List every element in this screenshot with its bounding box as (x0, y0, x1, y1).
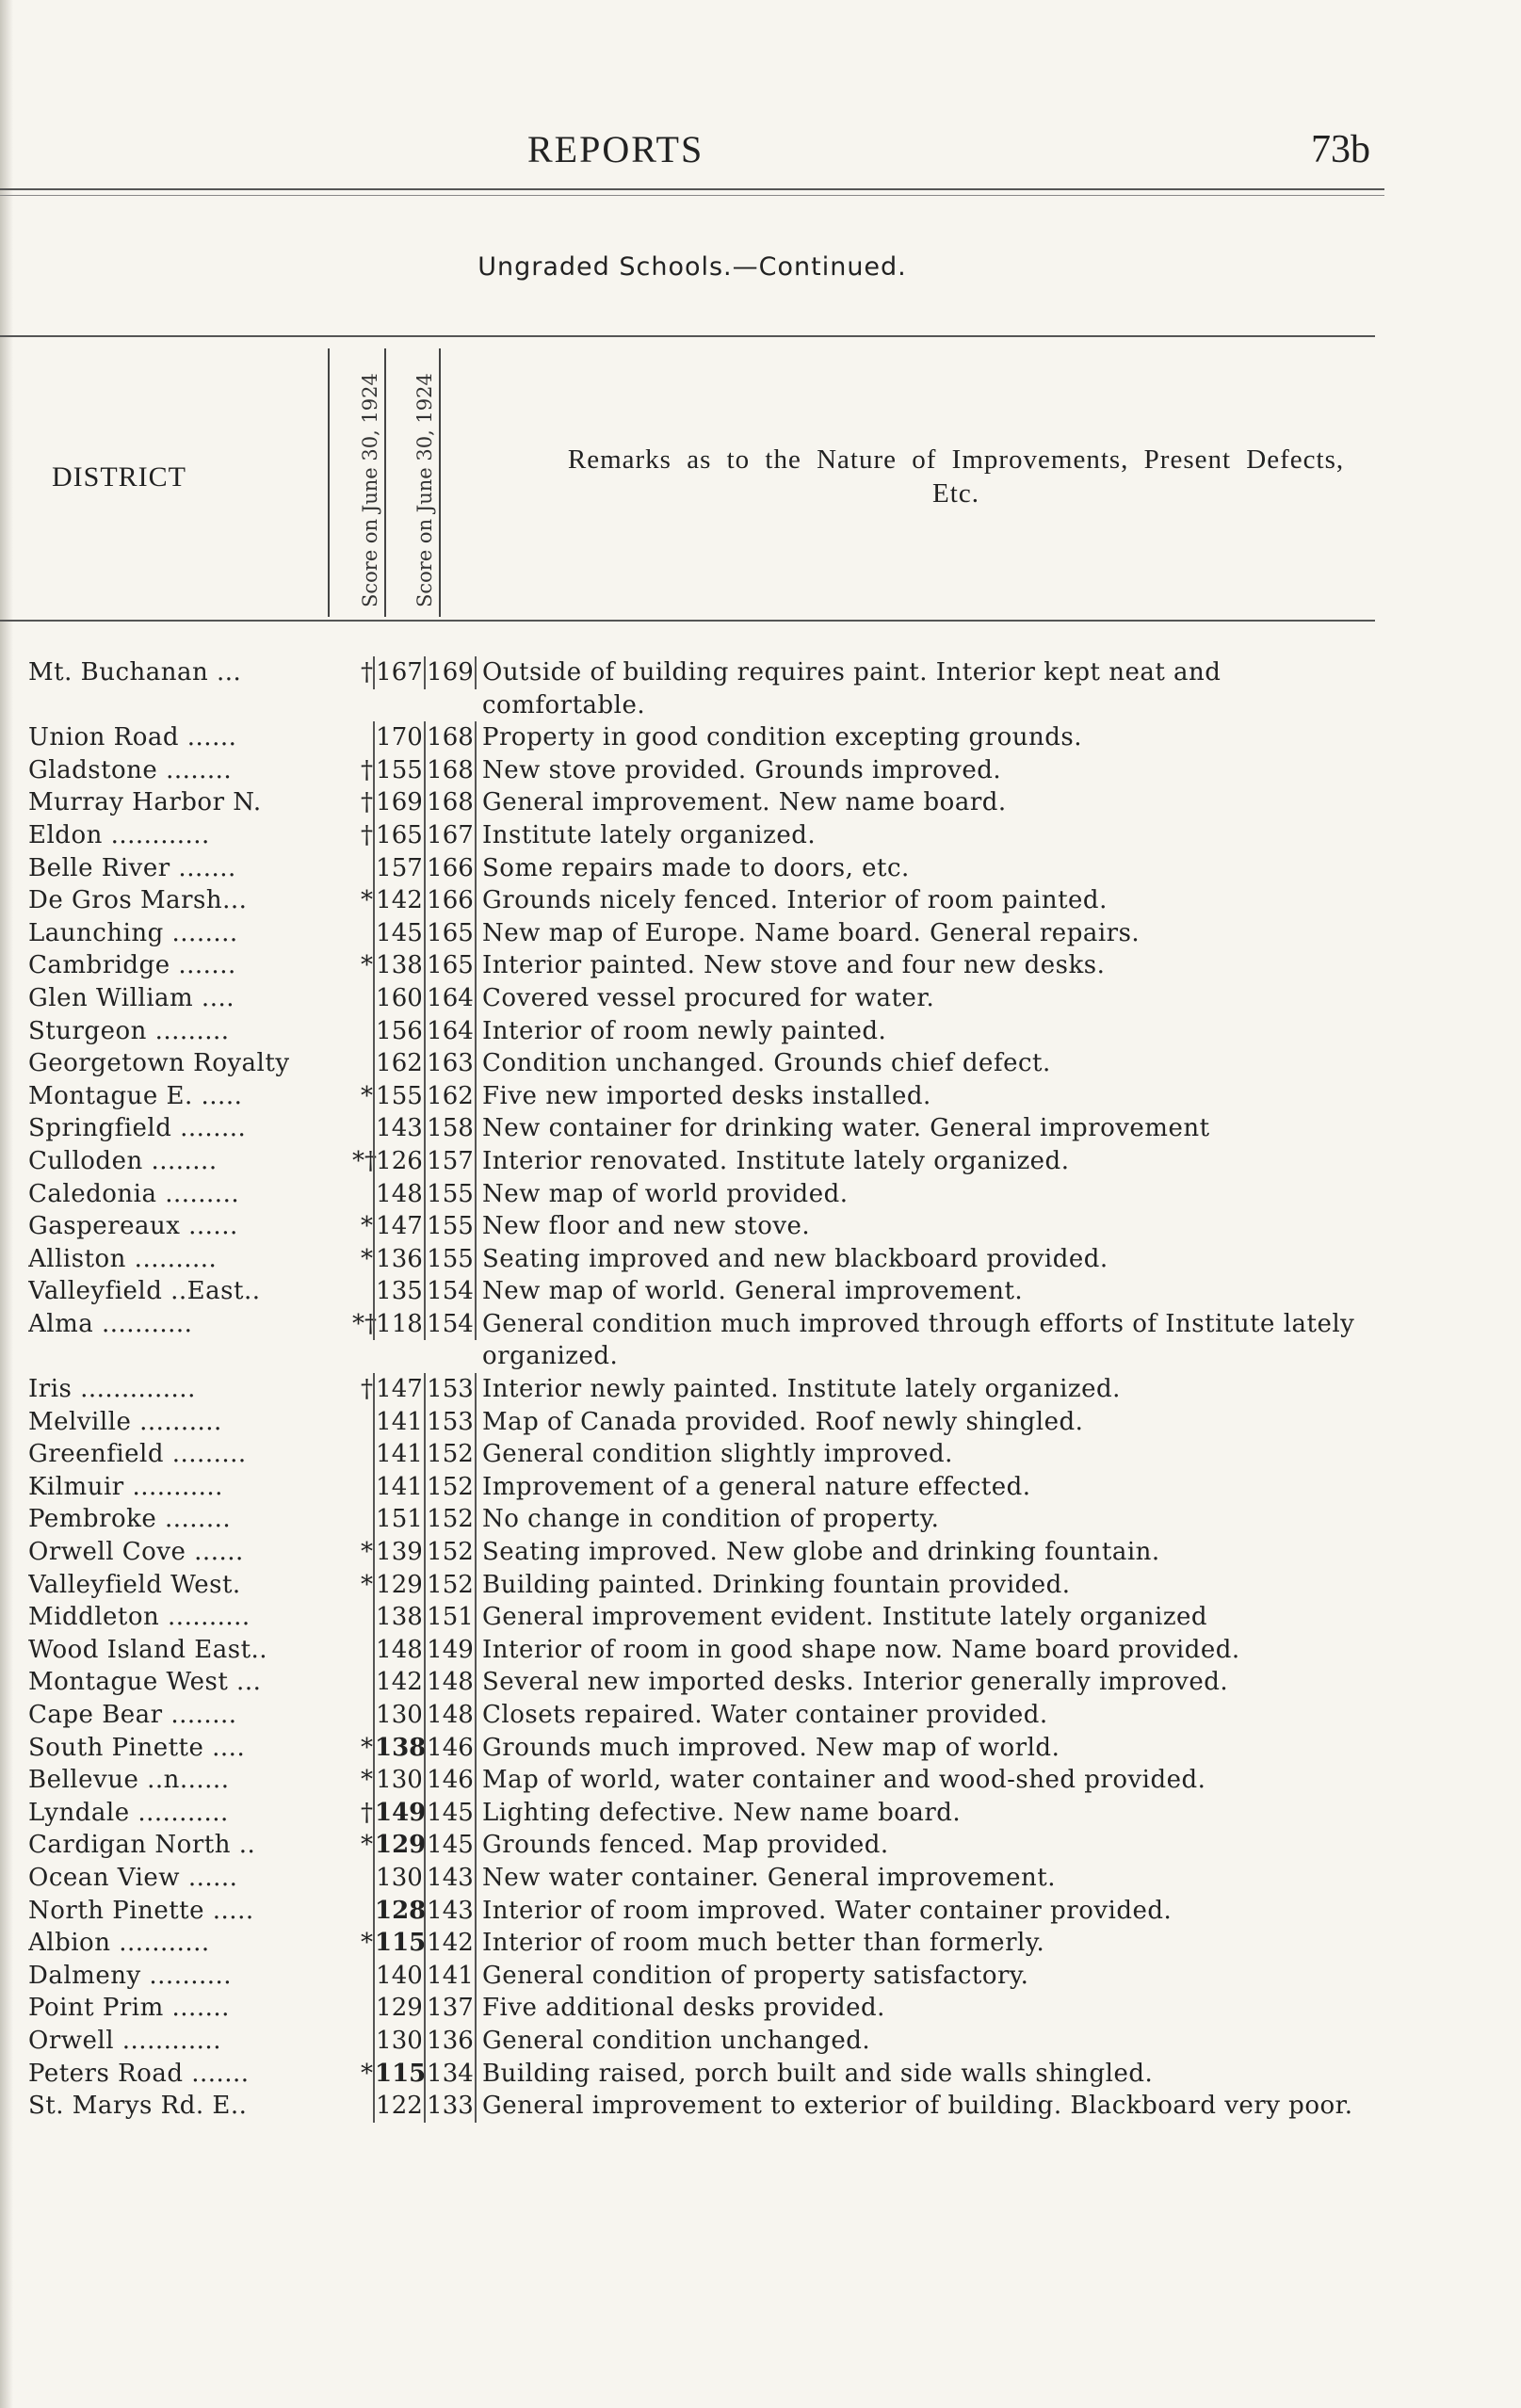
district-name: Montague West ... (28, 1668, 262, 1697)
score-1924-b: 165 (426, 949, 477, 982)
district-name: Iris .............. (28, 1375, 196, 1404)
score-1924-a: 169 (373, 786, 426, 819)
table-row (28, 721, 1384, 754)
institute-mark: * (361, 1212, 373, 1241)
remark-text: Grounds nicely fenced. Interior of room painted. (482, 886, 1108, 915)
remark-text: New floor and new stove. (482, 1212, 811, 1241)
running-title: REPORTS (527, 128, 704, 170)
score-1924-b: 165 (426, 917, 477, 950)
remark-text: New map of world. General improvement. (482, 1277, 1024, 1306)
score-1924-a: 167 (373, 656, 426, 689)
remark-text: Property in good condition excepting grounds. (482, 723, 1082, 752)
table-row (28, 852, 1384, 885)
table-row (28, 656, 1384, 721)
score-1924-a: 128 (373, 1895, 426, 1928)
table-row (28, 1992, 1384, 2025)
remark-text: Five new imported desks installed. (482, 1081, 931, 1110)
score-1924-b: 168 (426, 786, 477, 819)
table-row (28, 2058, 1384, 2091)
score-1924-b: 162 (426, 1080, 477, 1113)
remark-text: New stove provided. Grounds improved. (482, 755, 1002, 784)
table-row (28, 1275, 1384, 1308)
score-1924-a: 130 (373, 1699, 426, 1732)
score-1924-b: 143 (426, 1895, 477, 1928)
score-1924-b: 142 (426, 1927, 477, 1960)
table-top-rule (0, 335, 1375, 337)
score-1924-a: 147 (373, 1373, 426, 1406)
score-1924-a: 170 (373, 721, 426, 754)
score-1924-a: 138 (373, 1732, 426, 1765)
institute-mark: † (361, 820, 373, 849)
score-1924-b: 152 (426, 1569, 477, 1602)
score-1924-a: 130 (373, 2025, 426, 2058)
table-row (28, 1178, 1384, 1211)
remark-text: New water container. General improvement. (482, 1863, 1056, 1892)
district-name: Cape Bear ........ (28, 1701, 237, 1729)
score-1924-a: 115 (373, 2058, 426, 2091)
score-1924-b: 148 (426, 1699, 477, 1732)
header-rule (0, 188, 1384, 190)
remark-text: Outside of building requires paint. Interior kept neat and comfortable. (482, 658, 1222, 719)
district-name: Melville .......... (28, 1407, 222, 1436)
score-1924-a: 155 (373, 754, 426, 787)
score-1924-a: 147 (373, 1210, 426, 1243)
district-name: North Pinette ..... (28, 1896, 254, 1925)
institute-mark: * (361, 1766, 373, 1795)
table-row (28, 1601, 1384, 1634)
remark-text: General condition of property satisfactory. (482, 1961, 1029, 1990)
table-row (28, 982, 1384, 1015)
institute-mark: * (361, 1081, 373, 1110)
remark-text: Interior newly painted. Institute lately organized. (482, 1375, 1121, 1404)
table-row (28, 1699, 1384, 1732)
district-name: Dalmeny .......... (28, 1961, 233, 1990)
remark-text: Improvement of a general nature effected. (482, 1472, 1031, 1501)
remark-text: Interior of room improved. Water container provided. (482, 1896, 1173, 1925)
table-row (28, 1471, 1384, 1504)
district-name: Sturgeon ......... (28, 1016, 230, 1045)
table-row (28, 754, 1384, 787)
score-1924-b: 155 (426, 1243, 477, 1276)
score-1924-a: 145 (373, 917, 426, 950)
score-1924-a: 165 (373, 819, 426, 852)
district-name: Albion ........... (28, 1929, 210, 1958)
district-name: Gladstone ........ (28, 755, 233, 784)
score-1924-b: 164 (426, 1015, 477, 1048)
page-header (0, 127, 1521, 193)
district-name: Culloden ........ (28, 1146, 218, 1175)
district-name: Ocean View ...... (28, 1863, 238, 1892)
score-1924-b: 152 (426, 1503, 477, 1536)
remark-text: Seating improved and new blackboard provided. (482, 1244, 1108, 1273)
table-row (28, 917, 1384, 950)
institute-mark: † (361, 1798, 373, 1827)
district-name: Greenfield ......... (28, 1440, 247, 1469)
score-1924-b: 167 (426, 819, 477, 852)
score-1924-b: 155 (426, 1210, 477, 1243)
district-name: Orwell ............ (28, 2026, 221, 2055)
score-1924-a: 142 (373, 1666, 426, 1699)
score-1924-a: 141 (373, 1471, 426, 1504)
institute-mark: † (361, 1375, 373, 1404)
remark-text: Building painted. Drinking fountain provided. (482, 1570, 1071, 1599)
remark-text: No change in condition of property. (482, 1505, 940, 1534)
score-1924-a: 130 (373, 1862, 426, 1895)
score-1924-a: 148 (373, 1634, 426, 1667)
score-1924-a: 118 (373, 1308, 426, 1341)
score-1924-a: 129 (373, 1829, 426, 1862)
district-name: Valleyfield ..East.. (28, 1277, 261, 1306)
table-row (28, 1406, 1384, 1439)
score-1924-b: 149 (426, 1634, 477, 1667)
table-row (28, 1797, 1384, 1830)
table-row (28, 1438, 1384, 1471)
remark-text: Map of Canada provided. Roof newly shingled. (482, 1407, 1084, 1436)
district-name: Cambridge ....... (28, 951, 236, 980)
score-1924-b: 155 (426, 1178, 477, 1211)
remark-text: General improvement evident. Institute lately organized (482, 1603, 1208, 1632)
table-row (28, 819, 1384, 852)
table-row (28, 1145, 1384, 1178)
score-1924-b: 158 (426, 1112, 477, 1145)
score-1924-b: 168 (426, 754, 477, 787)
table-row (28, 1015, 1384, 1048)
institute-mark: * (361, 1929, 373, 1958)
district-name: Springfield ........ (28, 1114, 247, 1143)
remark-text: General condition slightly improved. (482, 1440, 953, 1469)
table-row (28, 1829, 1384, 1862)
score-1924-a: 129 (373, 1569, 426, 1602)
institute-mark: † (361, 755, 373, 784)
score-1924-a: 115 (373, 1927, 426, 1960)
remark-text: Grounds much improved. New map of world. (482, 1733, 1060, 1762)
score-1924-a: 141 (373, 1406, 426, 1439)
district-name: Cardigan North .. (28, 1831, 256, 1860)
remark-text: General improvement to exterior of building. Blackboard very poor. (482, 2092, 1353, 2121)
institute-mark: * (361, 886, 373, 915)
score-1924-a: 142 (373, 884, 426, 917)
score-1924-a: 156 (373, 1015, 426, 1048)
header-rule-thin (0, 195, 1384, 196)
score-1924-a: 122 (373, 2090, 426, 2123)
score-1924-a: 162 (373, 1047, 426, 1080)
remark-text: Covered vessel procured for water. (482, 983, 935, 1012)
remark-text: Lighting defective. New name board. (482, 1798, 962, 1827)
score-1-label: Score on June 30, 1924 (359, 373, 381, 607)
district-name: Belle River ....... (28, 853, 236, 882)
district-name: Eldon ............ (28, 820, 210, 849)
score-1924-a: 140 (373, 1960, 426, 1993)
district-name: Caledonia ......... (28, 1179, 240, 1208)
score-1924-a: 149 (373, 1797, 426, 1830)
score-1924-b: 152 (426, 1438, 477, 1471)
score-1924-b: 166 (426, 884, 477, 917)
score-1924-b: 152 (426, 1536, 477, 1569)
score-1924-a: 160 (373, 982, 426, 1015)
table-row (28, 884, 1384, 917)
institute-mark: * (361, 2059, 373, 2088)
score-1924-a: 129 (373, 1992, 426, 2025)
district-name: Bellevue ..n...... (28, 1766, 230, 1795)
district-name: Mt. Buchanan ... (28, 658, 242, 687)
score-1924-a: 141 (373, 1438, 426, 1471)
score-1924-b: 164 (426, 982, 477, 1015)
table-header-bottom-rule (0, 620, 1375, 622)
score-1924-column-header (328, 348, 386, 617)
remark-text: Interior of room newly painted. (482, 1016, 887, 1045)
score-1924-b: 169 (426, 656, 477, 689)
score-1924-b: 157 (426, 1145, 477, 1178)
score-1924-b: 134 (426, 2058, 477, 2091)
remark-text: Map of world, water container and wood-shed provided. (482, 1766, 1206, 1795)
remark-text: Five additional desks provided. (482, 1994, 885, 2023)
remark-text: Building raised, porch built and side walls shingled. (482, 2059, 1154, 2088)
district-name: St. Marys Rd. E.. (28, 2092, 248, 2121)
remark-text: General condition much improved through efforts of Institute lately organized. (482, 1309, 1355, 1371)
table-row (28, 1080, 1384, 1113)
district-name: Glen William .... (28, 983, 235, 1012)
table-row (28, 2025, 1384, 2058)
district-column-header: DISTRICT (52, 461, 186, 493)
remark-text: Some repairs made to doors, etc. (482, 853, 910, 882)
score-1924-b: 146 (426, 1732, 477, 1765)
score-1924-b: 141 (426, 1960, 477, 1993)
remark-text: Seating improved. New globe and drinking fountain. (482, 1538, 1160, 1567)
score-1924-b: 133 (426, 2090, 477, 2123)
table-row (28, 1569, 1384, 1602)
score-1924-a: 136 (373, 1243, 426, 1276)
score-1924-b: 163 (426, 1047, 477, 1080)
remark-text: New map of world provided. (482, 1179, 849, 1208)
district-name: Peters Road ....... (28, 2059, 250, 2088)
table-row (28, 2090, 1384, 2123)
district-name: Georgetown Royalty (28, 1049, 290, 1078)
score-1924-b: 145 (426, 1829, 477, 1862)
district-name: Alliston .......... (28, 1244, 218, 1273)
table-row (28, 1634, 1384, 1667)
score-1924-a: 126 (373, 1145, 426, 1178)
institute-mark: * (361, 951, 373, 980)
table-row (28, 1862, 1384, 1895)
score-1924-b: 153 (426, 1373, 477, 1406)
table-row (28, 1243, 1384, 1276)
score-1924-b: 153 (426, 1406, 477, 1439)
remark-text: General improvement. New name board. (482, 788, 1007, 817)
district-name: Kilmuir ........... (28, 1472, 223, 1501)
score-1924-a: 138 (373, 1601, 426, 1634)
remark-text: New map of Europe. Name board. General repairs. (482, 918, 1141, 947)
table-row (28, 786, 1384, 819)
score-1924-b: 154 (426, 1275, 477, 1308)
institute-mark: † (361, 658, 373, 687)
remark-text: Condition unchanged. Grounds chief defect. (482, 1049, 1051, 1078)
institute-mark: † (361, 788, 373, 817)
score-1924-b: 136 (426, 2025, 477, 2058)
score-1924-a: 143 (373, 1112, 426, 1145)
district-name: De Gros Marsh... (28, 886, 248, 915)
district-name: Pembroke ........ (28, 1505, 232, 1534)
institute-mark: * (361, 1244, 373, 1273)
remark-text: Interior of room much better than formerly. (482, 1929, 1045, 1958)
remark-text: General condition unchanged. (482, 2026, 871, 2055)
score-1924-a: 157 (373, 852, 426, 885)
page-number: 73b (1311, 128, 1370, 171)
score-1924-b: 148 (426, 1666, 477, 1699)
remark-text: Institute lately organized. (482, 820, 817, 849)
score-1924-a: 151 (373, 1503, 426, 1536)
table-row (28, 1895, 1384, 1928)
institute-mark: * (361, 1570, 373, 1599)
remark-text: Interior of room in good shape now. Name board provided. (482, 1635, 1240, 1664)
remark-text: Grounds fenced. Map provided. (482, 1831, 889, 1860)
institute-mark: * (361, 1538, 373, 1567)
score-1924-b: 137 (426, 1992, 477, 2025)
district-name: Middleton .......... (28, 1603, 251, 1632)
district-name: Wood Island East.. (28, 1635, 268, 1664)
section-subtitle: Ungraded Schools.—Continued. (477, 252, 907, 282)
table-row (28, 1536, 1384, 1569)
district-name: South Pinette .... (28, 1733, 246, 1762)
table-row (28, 1210, 1384, 1243)
table-row (28, 1666, 1384, 1699)
table-row (28, 949, 1384, 982)
score-1924-a: 155 (373, 1080, 426, 1113)
table-row (28, 1960, 1384, 1993)
score-1924-a: 138 (373, 949, 426, 982)
score-1924-b: 166 (426, 852, 477, 885)
score-1924-b: 154 (426, 1308, 477, 1341)
remark-text: Interior painted. New stove and four new desks. (482, 951, 1106, 980)
school-report-rows (28, 656, 1384, 2123)
institute-mark: *† (352, 1146, 377, 1175)
institute-mark: *† (352, 1309, 377, 1338)
table-row (28, 1764, 1384, 1797)
district-name: Valleyfield West. (28, 1570, 241, 1599)
remark-text: Several new imported desks. Interior generally improved. (482, 1668, 1229, 1697)
remarks-column-header: Remarks as to the Nature of Improvements, Present Defects, Etc. (567, 444, 1345, 509)
institute-mark: * (361, 1733, 373, 1762)
district-name: Montague E. ..... (28, 1081, 243, 1110)
score-1924-a: 135 (373, 1275, 426, 1308)
table-row (28, 1503, 1384, 1536)
score-1924-a: 130 (373, 1764, 426, 1797)
table-row (28, 1308, 1384, 1373)
score-1924-b: 145 (426, 1797, 477, 1830)
score-1924-column-header-2 (384, 348, 441, 617)
table-row (28, 1732, 1384, 1765)
score-1924-b: 143 (426, 1862, 477, 1895)
table-row (28, 1373, 1384, 1406)
table-row (28, 1047, 1384, 1080)
table-row (28, 1112, 1384, 1145)
score-1924-a: 148 (373, 1178, 426, 1211)
remark-text: New container for drinking water. General improvement (482, 1114, 1210, 1143)
district-name: Orwell Cove ...... (28, 1538, 244, 1567)
district-name: Alma ........... (28, 1309, 193, 1338)
score-1924-b: 152 (426, 1471, 477, 1504)
district-name: Point Prim ....... (28, 1994, 230, 2023)
institute-mark: * (361, 1831, 373, 1860)
district-name: Murray Harbor N. (28, 788, 262, 817)
score-1924-b: 146 (426, 1764, 477, 1797)
score-1924-b: 168 (426, 721, 477, 754)
remark-text: Interior renovated. Institute lately organized. (482, 1146, 1070, 1175)
score-1924-b: 151 (426, 1601, 477, 1634)
district-name: Gaspereaux ...... (28, 1212, 238, 1241)
remark-text: Closets repaired. Water container provided. (482, 1701, 1048, 1729)
table-row (28, 1927, 1384, 1960)
district-name: Lyndale ........... (28, 1798, 229, 1827)
score-1924-a: 139 (373, 1536, 426, 1569)
district-name: Launching ........ (28, 918, 238, 947)
score-2-label: Score on June 30, 1924 (413, 373, 436, 607)
district-name: Union Road ...... (28, 723, 237, 752)
scan-edge-shadow (0, 0, 13, 2408)
